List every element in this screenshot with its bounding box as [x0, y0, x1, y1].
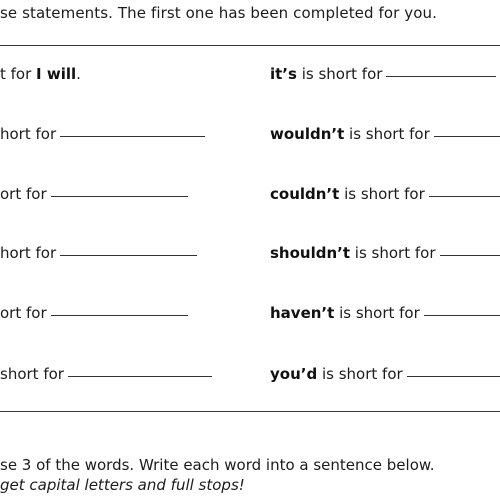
left-statement-1-answer: I will: [36, 65, 77, 83]
left-statement-3: [0, 184, 188, 204]
right-statement-3: [270, 184, 500, 204]
right-word-6: you’d: [270, 365, 318, 383]
right-word-5: haven’t: [270, 304, 335, 322]
right-answer-blank-4[interactable]: [440, 254, 500, 256]
right-statement-5-text: is short for: [334, 304, 420, 322]
right-statement-3-text: is short for: [339, 185, 425, 203]
task-text: se 3 of the words. Write each word into a sentence below.: [0, 456, 435, 474]
right-word-4: shouldn’t: [270, 244, 351, 262]
right-statement-4: [270, 243, 500, 263]
left-statement-5-text: ort for: [0, 304, 47, 322]
left-statement-1-pre: t for: [0, 65, 37, 83]
right-statement-6: [270, 364, 500, 384]
left-answer-blank-6[interactable]: [68, 375, 212, 377]
left-statement-6-text: short for: [0, 365, 64, 383]
right-statement-1-text: is short for: [296, 65, 383, 83]
left-statement-5: [0, 303, 188, 323]
left-statement-4-text: hort for: [0, 244, 57, 262]
left-answer-blank-2[interactable]: [60, 135, 205, 137]
hint-text: get capital letters and full stops!: [0, 476, 245, 494]
instruction-text: se statements. The first one has been completed for you.: [0, 4, 438, 22]
right-answer-blank-6[interactable]: [407, 375, 500, 377]
right-statement-4-text: is short for: [350, 244, 436, 262]
right-statement-5: [270, 303, 500, 323]
bottom-divider: [0, 411, 500, 412]
right-answer-blank-1[interactable]: [386, 75, 496, 77]
left-answer-blank-5[interactable]: [51, 314, 188, 316]
right-statement-1: [270, 64, 496, 84]
left-answer-blank-4[interactable]: [60, 254, 197, 256]
right-statement-2: [270, 124, 500, 144]
right-answer-blank-2[interactable]: [434, 135, 500, 137]
right-answer-blank-3[interactable]: [429, 195, 500, 197]
left-statement-2: [0, 124, 205, 144]
left-statement-6: [0, 364, 212, 384]
right-word-3: couldn’t: [270, 185, 340, 203]
left-statement-1-post: .: [76, 65, 81, 83]
right-statement-6-text: is short for: [317, 365, 403, 383]
left-statement-4: [0, 243, 197, 263]
left-answer-blank-3[interactable]: [51, 195, 188, 197]
right-word-2: wouldn’t: [270, 125, 345, 143]
right-answer-blank-5[interactable]: [424, 314, 500, 316]
top-divider: [0, 45, 500, 46]
right-statement-2-text: is short for: [344, 125, 430, 143]
left-statement-3-text: ort for: [0, 185, 47, 203]
left-statement-1: [0, 64, 81, 84]
left-statement-2-text: hort for: [0, 125, 57, 143]
right-word-1: it’s: [270, 65, 297, 83]
